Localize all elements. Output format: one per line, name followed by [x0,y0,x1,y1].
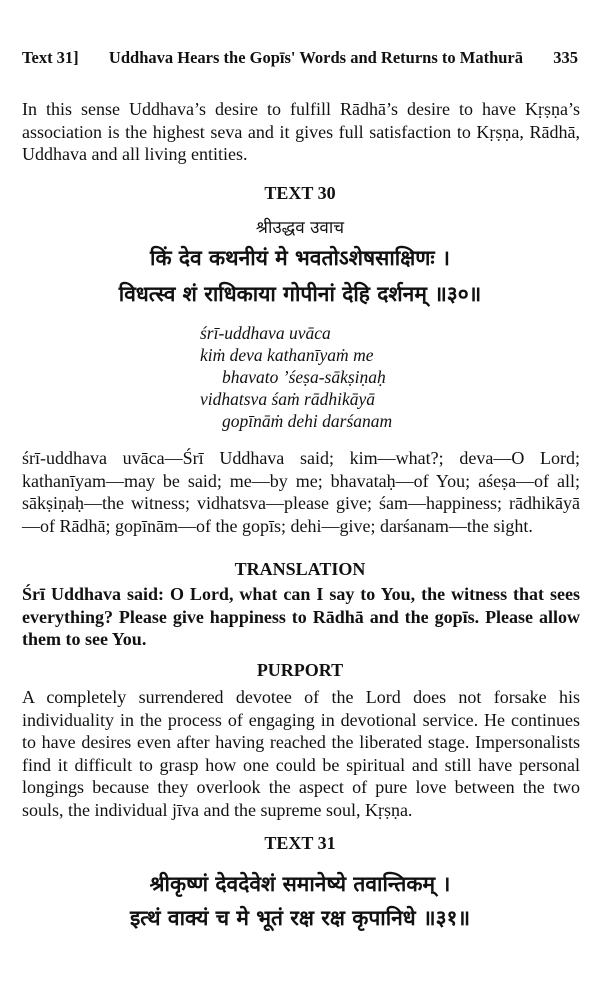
translit-line: gopīnāṁ dehi darśanam [222,411,393,431]
translation-heading: TRANSLATION [234,559,366,579]
text31-heading: TEXT 31 [264,833,336,853]
translation-text: Śrī Uddhava said: O Lord, what can I say to You, the witness that sees everything? Please give happiness to Rādhā and the gopīs. Please allow them to see You. [22,584,580,649]
translit-line: bhavato ’śeṣa-sākṣiṇaḥ [222,367,386,387]
running-header [22,48,578,68]
text31-verse-line-2: इत्थं वाक्यं च मे भूतं रक्ष रक्ष कृपानिधे ॥३१॥ [129,906,471,930]
text30-heading: TEXT 30 [264,183,336,203]
text30-verse-line-2: विधत्स्व शं राधिकाया गोपीनां देहि दर्शनम् ॥३०॥ [118,282,482,306]
translit-line: vidhatsva śaṁ rādhikāyā [200,389,375,409]
header-chapter-title: Uddhava Hears the Gopīs' Words and Returns to Mathurā [108,48,524,67]
page-number: 335 [553,48,578,67]
text30-speaker-devanagari: श्रीउद्धव उवाच [255,218,345,238]
purport-heading: PURPORT [256,660,344,680]
translit-line: śrī-uddhava uvāca [200,323,331,343]
purport-text: A completely surrendered devotee of the Lord does not forsake his individuality in the process of engaging in devotional service. He continues to have desires even after having reached the liberated stage. Impersonalists find it difficult to grasp how one could be spiritual and still have personal longings because they overlook the aspect of pure love between the two souls, the individual jīva and the supreme soul, Kṛṣṇa. [22,687,580,820]
text30-verse-line-1: किं देव कथनीयं मे भवतोऽशेषसाक्षिणः । [150,246,450,270]
header-text-ref: Text 31] [22,48,79,67]
translit-line: kiṁ deva kathanīyaṁ me [200,345,374,365]
text30-synonyms: śrī-uddhava uvāca—Śrī Uddhava said; kim—what?; deva—O Lord; kathanīyam—may be said; me—by me; bhavataḥ—of You; aśeṣa—of all; sākṣiṇaḥ—the witness; vidhatsva—please give; śam—happiness; rādhikāyā—of Rādhā; gopīnām—of the gopīs; dehi—give; darśanam—the sight. [22,448,580,536]
intro-paragraph: In this sense Uddhava’s desire to fulfill Rādhā’s desire to have Kṛṣṇa’s association is the highest seva and it gives full satisfaction to Kṛṣṇa, Rādhā, Uddhava and all living entities. [22,99,580,164]
text30-transliteration [200,322,392,432]
text31-verse-line-1: श्रीकृष्णं देवदेवेशं समानेष्ये तवान्तिकम् । [149,872,451,896]
